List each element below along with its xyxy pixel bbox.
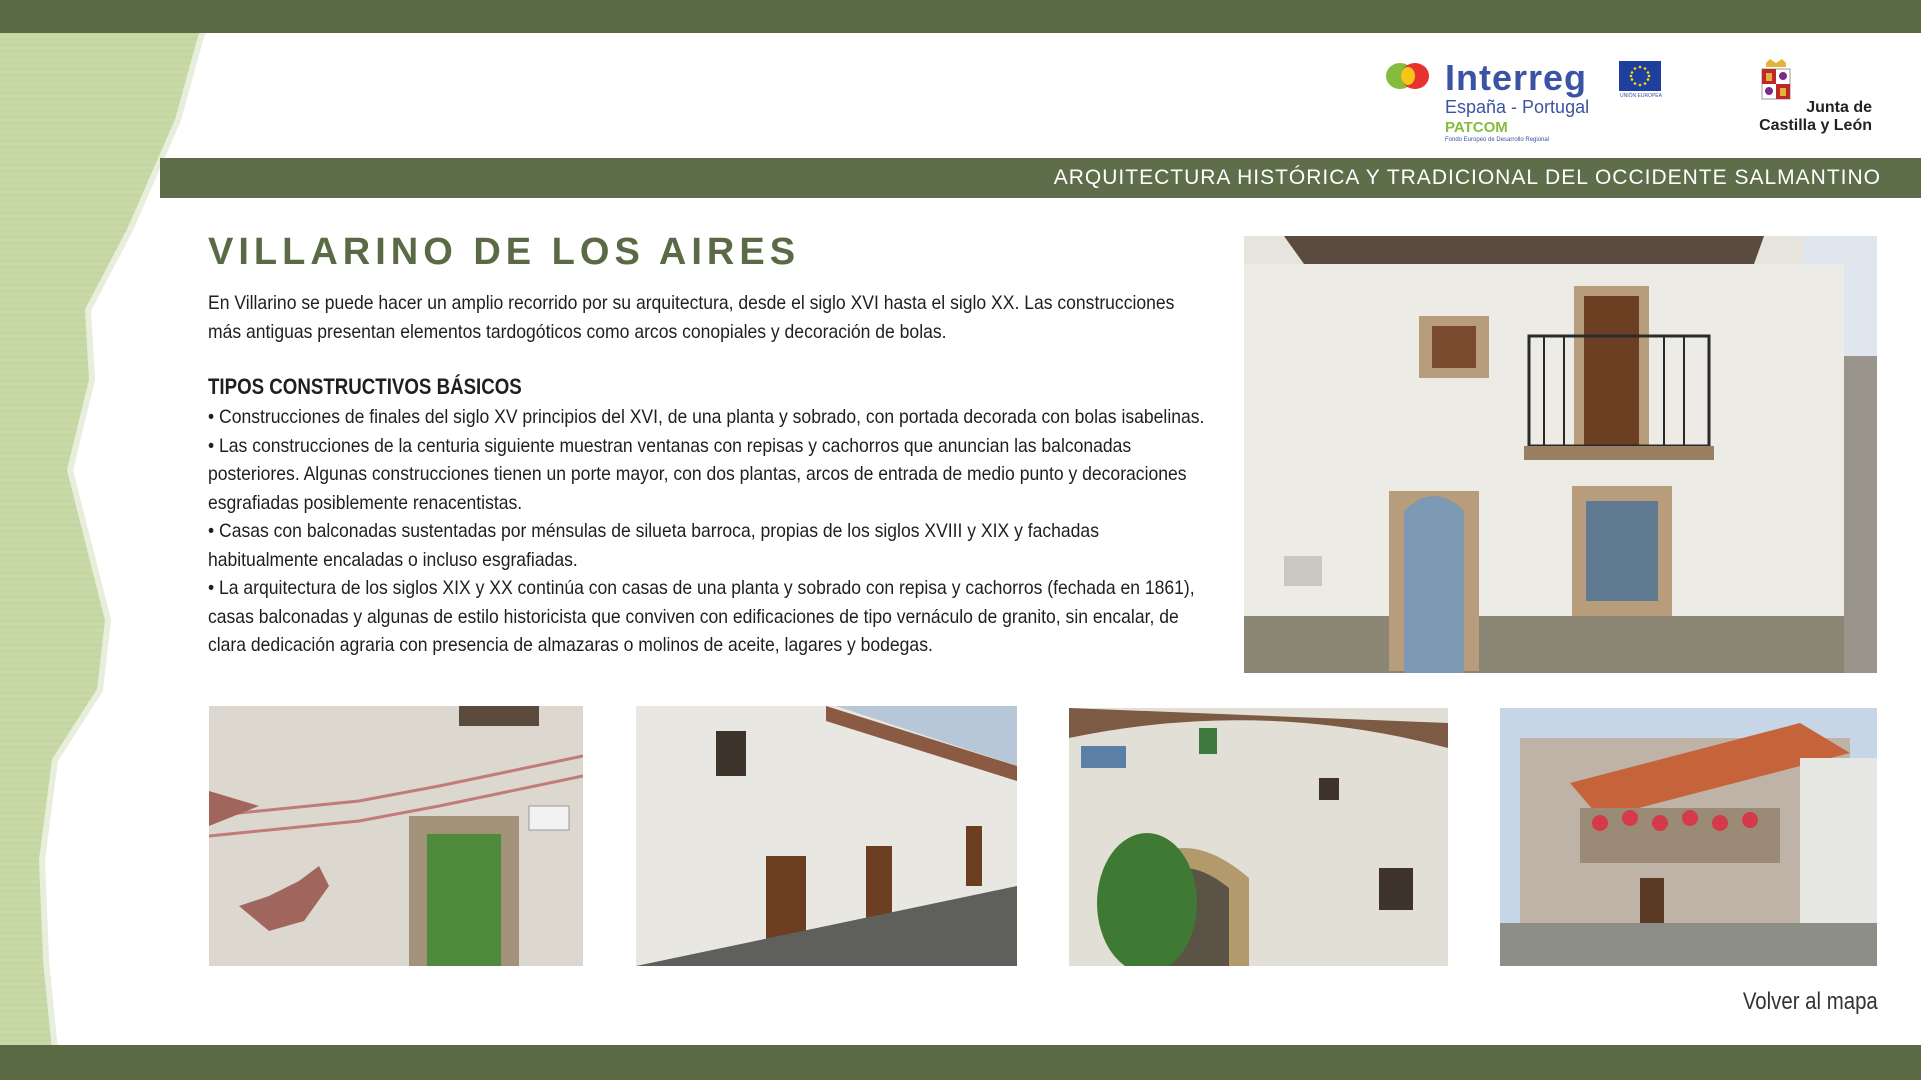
interreg-project: PATCOM (1445, 119, 1508, 136)
section-heading: TIPOS CONSTRUCTIVOS BÁSICOS (208, 374, 522, 399)
interreg-fund: Fondo Europeo de Desarrollo Regional (1445, 137, 1550, 143)
back-to-map-link[interactable]: Volver al mapa (1743, 988, 1878, 1015)
top-band (0, 0, 1921, 33)
list-item: • Casas con balconadas sustentadas por ménsulas de silueta barroca, propias de los siglos XVIII y XIX y fachadas habitualmente encaladas o incluso esgrafiadas. (208, 517, 1207, 574)
page-subtitle: ARQUITECTURA HISTÓRICA Y TRADICIONAL DEL OCCIDENTE SALMANTINO (1053, 166, 1881, 189)
photo-curved-facade-arch (1069, 708, 1448, 966)
intro-paragraph: En Villarino se puede hacer un amplio recorrido por su arquitectura, desde el siglo XVI hasta el siglo XX. Las construcciones más antiguas presentan elementos tardogóticos como arcos conopiales y decoración de bolas. (208, 292, 1175, 343)
photo-facade-graffito (209, 706, 583, 966)
main-house-photo (1244, 236, 1877, 673)
list-item: • La arquitectura de los siglos XIX y XX continúa con casas de una planta y sobrado con repisa y cachorros (fechada en 1861), casas balconadas y algunas de estilo historicista que conviven con edificaciones de tipo vernáculo de granito, sin encalar, de clara dedicación agraria con presencia de almazaras o molinos de aceite, lagares y bodegas. (208, 574, 1207, 660)
bottom-band (0, 1045, 1921, 1080)
photo-whitewashed-houses (636, 706, 1017, 966)
junta-castilla-leon-text: Junta de Castilla y León (1759, 99, 1872, 134)
eu-flag-icon (1619, 61, 1661, 91)
interreg-region: España - Portugal (1445, 97, 1590, 117)
list-item: • Las construcciones de la centuria siguiente muestran ventanas con repisas y cachorros que anuncian las balconadas posteriores. Algunas construcciones tienen un porte mayor, con dos plantas, arcos de entrada de medio punto y decoraciones esgrafiadas posiblemente renacentistas. (208, 432, 1207, 518)
sponsor-logos (1385, 55, 1885, 155)
construction-types-list (208, 403, 1207, 660)
photo-balcony-flowers (1500, 708, 1877, 966)
interreg-logo-icon (1385, 61, 1431, 91)
list-item: • Construcciones de finales del siglo XV principios del XVI, de una planta y sobrado, con portada decorada con bolas isabelinas. (208, 403, 1207, 432)
page-title: VILLARINO DE LOS AIRES (208, 231, 801, 273)
interreg-name: Interreg (1445, 57, 1588, 98)
eu-label: UNIÓN EUROPEA (1620, 93, 1662, 99)
subtitle-bar (160, 158, 1921, 198)
